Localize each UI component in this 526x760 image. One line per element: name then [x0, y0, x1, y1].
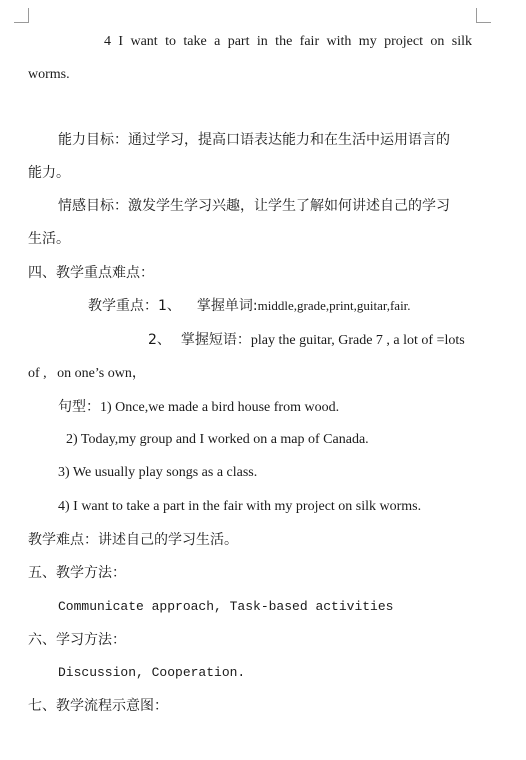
objective-line-4: 4 I want to take a part in the fair with my project on silk — [104, 34, 472, 49]
phrases-number: 2、 — [148, 332, 171, 348]
ability-goal-text: 通过学习，提高口语表达能力和在生活中运用语言的 — [128, 132, 450, 148]
emotion-goal-text: 激发学生学习兴趣，让学生了解如何讲述自己的学习 — [128, 198, 450, 214]
objective-line-4-cont: worms. — [28, 67, 70, 82]
section-7-heading: 七、教学流程示意图： — [28, 698, 168, 714]
teaching-focus — [88, 297, 411, 315]
phrases-text: play the guitar, Grade 7 , a lot of =lots — [250, 333, 465, 348]
emotion-goal-cont: 生活。 — [28, 231, 70, 247]
focus-words: middle,grade,print,guitar,fair. — [257, 298, 411, 313]
emotion-goal-label: 情感目标： — [58, 198, 128, 214]
crop-mark-top-left — [14, 8, 29, 23]
sentence-patterns-label: 句型： — [58, 399, 100, 415]
ability-goal — [58, 131, 450, 149]
section-5-heading: 五、教学方法： — [28, 565, 126, 581]
teaching-difficulty: 教学难点：讲述自己的学习生活。 — [28, 532, 238, 548]
section-4-heading: 四、教学重点难点： — [28, 265, 154, 281]
learning-methods: Discussion, Cooperation. — [58, 665, 246, 680]
sentence-patterns — [58, 398, 339, 417]
teaching-methods: Communicate approach, Task-based activities — [58, 599, 394, 614]
teaching-focus-label: 教学重点：1、 — [88, 298, 181, 314]
section-6-heading: 六、学习方法： — [28, 632, 126, 648]
ability-goal-cont: 能力。 — [28, 165, 70, 181]
sentence-pattern-2: 2) Today,my group and I worked on a map of Canada. — [66, 432, 369, 447]
crop-mark-top-right — [476, 8, 491, 23]
emotion-goal — [58, 197, 450, 215]
sentence-pattern-1: 1) Once,we made a bird house from wood. — [100, 400, 340, 415]
phrases-label: 掌握短语： — [180, 332, 251, 348]
sentence-pattern-3: 3) We usually play songs as a class. — [58, 465, 258, 480]
focus-words-label: 掌握单词: — [196, 298, 258, 314]
phrases-line — [148, 331, 465, 350]
ability-goal-label: 能力目标： — [58, 132, 128, 148]
sentence-pattern-4: 4) I want to take a part in the fair with my project on silk worms. — [58, 499, 422, 514]
phrases-cont: of , on one’s own， — [28, 366, 146, 381]
